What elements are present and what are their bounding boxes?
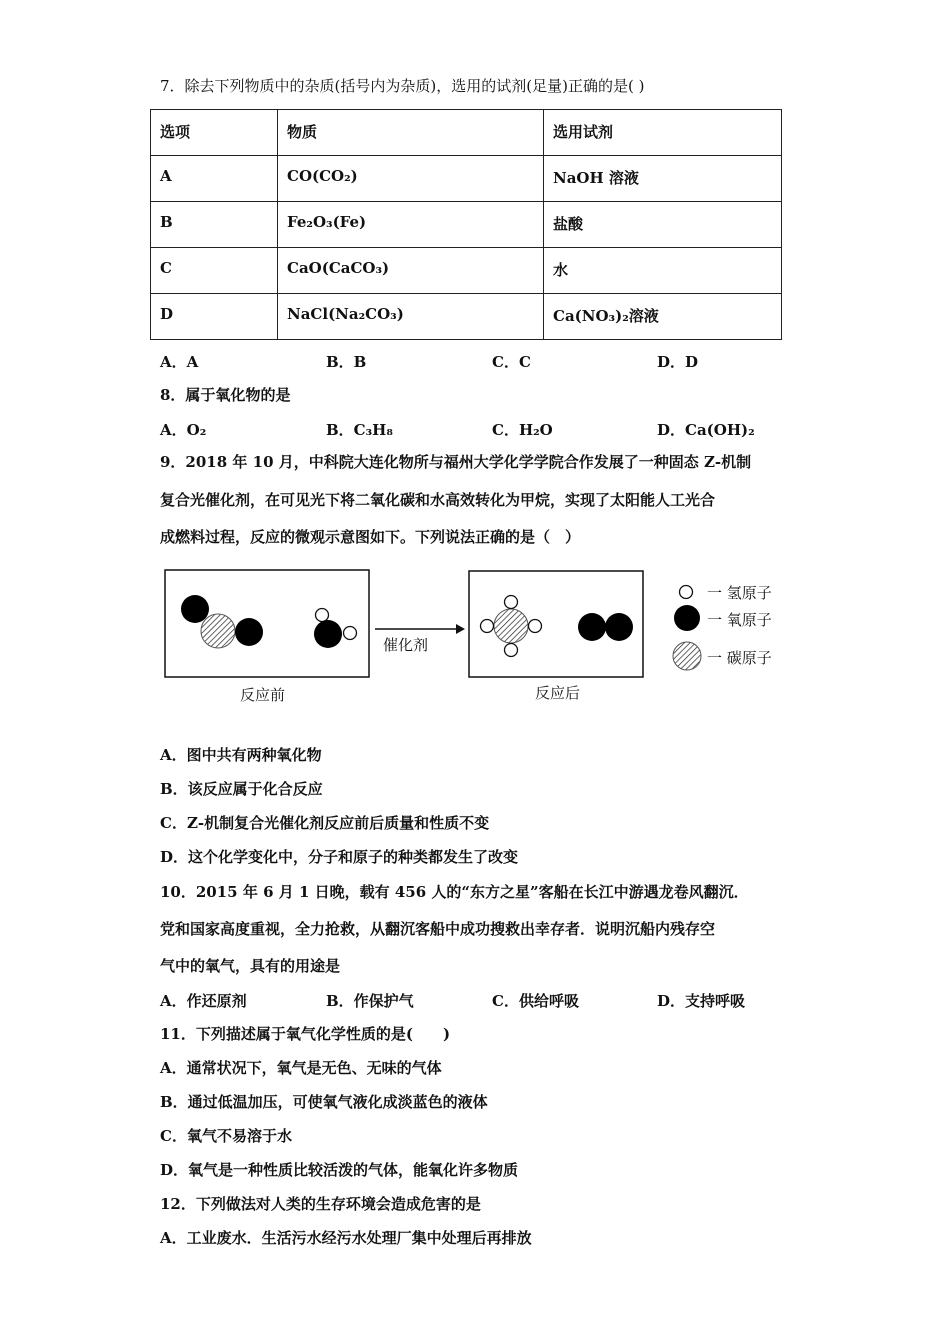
q10-option-a[interactable]: A．作还原剂: [160, 992, 247, 1010]
q11-option-d[interactable]: D．氧气是一种性质比较活泼的气体，能氧化许多物质: [160, 1161, 519, 1179]
q9-option-c[interactable]: C．Z-机制复合光催化剂反应前后质量和性质不变: [160, 814, 490, 832]
cell-option: B: [151, 202, 278, 248]
q7-option-a[interactable]: A．A: [160, 353, 199, 371]
table-row: [151, 156, 782, 202]
q7-table: [150, 109, 782, 340]
q11-option-c[interactable]: C．氧气不易溶于水: [160, 1127, 292, 1145]
cell-reagent: NaOH 溶液: [544, 156, 782, 202]
q7-stem: 7．除去下列物质中的杂质(括号内为杂质)，选用的试剂(足量)正确的是( ): [160, 77, 645, 95]
q8-option-d[interactable]: D．Ca(OH)₂: [657, 421, 755, 439]
o2-molecule: [578, 613, 633, 641]
co2-molecule: [181, 595, 263, 648]
h2o-molecule: [314, 609, 357, 649]
reaction-arrow: [375, 624, 465, 634]
legend-hydrogen-label: 一 氢原子: [707, 584, 772, 602]
q9-stem-line-2: 复合光催化剂，在可见光下将二氧化碳和水高效转化为甲烷，实现了太阳能人工光合: [160, 491, 716, 509]
after-box: [469, 571, 643, 677]
q11-option-a[interactable]: A．通常状况下，氧气是无色、无味的气体: [160, 1059, 442, 1077]
q12-option-a[interactable]: A．工业废水．生活污水经污水处理厂集中处理后再排放: [160, 1229, 532, 1247]
after-label: 反应后: [535, 684, 581, 702]
q10-option-d[interactable]: D．支持呼吸: [657, 992, 746, 1010]
q10-option-c[interactable]: C．供给呼吸: [492, 992, 579, 1010]
q10-stem-line-1: 10．2015 年 6 月 1 日晚，载有 456 人的“东方之星”客船在长江中游遇龙卷风翻沉．: [160, 883, 749, 901]
q10-stem-line-3: 气中的氧气，具有的用途是: [160, 957, 341, 975]
q7-option-c[interactable]: C．C: [492, 353, 531, 371]
table-row: [151, 294, 782, 340]
q7-option-b[interactable]: B．B: [326, 353, 367, 371]
cell-substance: NaCl(Na₂CO₃): [278, 294, 544, 340]
hydrogen-atom-icon: [680, 586, 693, 599]
q7-option-d[interactable]: D．D: [657, 353, 699, 371]
q11-stem: 11．下列描述属于氧气化学性质的是( ): [160, 1025, 451, 1043]
legend: [673, 586, 701, 671]
reaction-diagram: [150, 560, 800, 720]
cell-option: C: [151, 248, 278, 294]
cell-reagent: 水: [544, 248, 782, 294]
q12-stem: 12．下列做法对人类的生存环境会造成危害的是: [160, 1195, 481, 1213]
q9-option-a[interactable]: A．图中共有两种氧化物: [160, 746, 322, 764]
q8-option-c[interactable]: C．H₂O: [492, 421, 553, 439]
legend-oxygen-label: 一 氧原子: [707, 611, 772, 629]
cell-reagent: Ca(NO₃)₂溶液: [544, 294, 782, 340]
carbon-atom-icon: [673, 642, 701, 670]
legend-carbon-label: 一 碳原子: [707, 649, 772, 667]
q10-option-b[interactable]: B．作保护气: [326, 992, 414, 1010]
cell-option: D: [151, 294, 278, 340]
cell-substance: Fe₂O₃(Fe): [278, 202, 544, 248]
q8-stem: 8．属于氧化物的是: [160, 386, 291, 404]
cell-substance: CO(CO₂): [278, 156, 544, 202]
cell-option: A: [151, 156, 278, 202]
q8-option-a[interactable]: A．O₂: [160, 421, 207, 439]
oxygen-atom-icon: [674, 605, 700, 631]
table-row: [151, 248, 782, 294]
header-option: 选项: [151, 110, 278, 156]
catalyst-label: 催化剂: [383, 636, 429, 654]
q11-option-b[interactable]: B．通过低温加压，可使氧气液化成淡蓝色的液体: [160, 1093, 488, 1111]
q9-option-d[interactable]: D．这个化学变化中，分子和原子的种类都发生了改变: [160, 848, 519, 866]
q10-stem-line-2: 党和国家高度重视，全力抢救，从翻沉客船中成功搜救出幸存者．说明沉船内残存空: [160, 920, 716, 938]
cell-reagent: 盐酸: [544, 202, 782, 248]
table-header-row: [151, 110, 782, 156]
before-label: 反应前: [240, 686, 286, 704]
q9-stem-line-1: 9．2018 年 10 月，中科院大连化物所与福州大学化学学院合作发展了一种固态 Z-机制: [160, 453, 752, 471]
ch4-molecule: [481, 596, 542, 657]
q9-option-b[interactable]: B．该反应属于化合反应: [160, 780, 323, 798]
before-box: [165, 570, 369, 677]
table-row: [151, 202, 782, 248]
q8-option-b[interactable]: B．C₃H₈: [326, 421, 393, 439]
cell-substance: CaO(CaCO₃): [278, 248, 544, 294]
q9-stem-line-3: 成燃料过程，反应的微观示意图如下。下列说法正确的是（ ）: [160, 528, 581, 546]
header-reagent: 选用试剂: [544, 110, 782, 156]
header-substance: 物质: [278, 110, 544, 156]
